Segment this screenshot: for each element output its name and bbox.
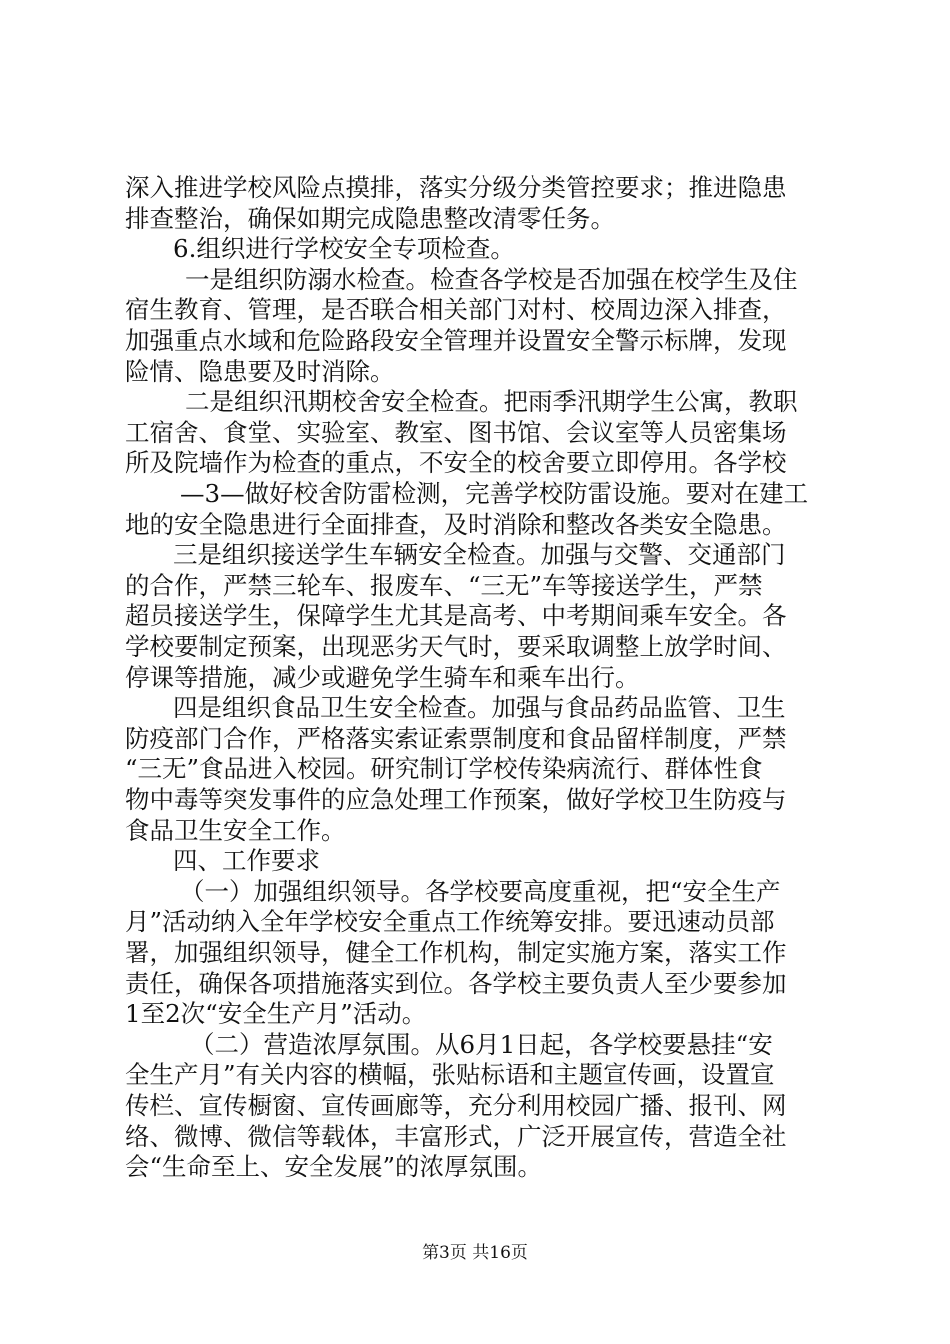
text-line: 食品卫生安全工作。	[125, 815, 346, 845]
text-line: 全生产月”有关内容的横幅，张贴标语和主题宣传画，设置宣	[125, 1060, 775, 1090]
text-line: 险情、隐患要及时消除。	[125, 356, 395, 386]
text-line: 传栏、宣传橱窗、宣传画廊等，充分利用校园广播、报刊、网	[125, 1091, 787, 1120]
text-line: 的合作，严禁三轮车、报废车、“三无”车等接送学生，严禁	[125, 570, 763, 600]
page-footer: 第3页 共16页	[422, 1243, 528, 1263]
text-line: （二）营造浓厚氛围。从6月1日起，各学校要悬挂“安	[190, 1029, 773, 1059]
text-line: 物中毒等突发事件的应急处理工作预案，做好学校卫生防疫与	[125, 785, 787, 814]
text-line: 责任，确保各项措施落实到位。各学校主要负责人至少要参加	[125, 968, 787, 998]
text-line: 地的安全隐患进行全面排查，及时消除和整改各类安全隐患。	[125, 509, 787, 539]
text-line: 二是组织汛期校舍安全检查。把雨季汛期学生公寓，教职	[185, 387, 798, 417]
text-line: 一是组织防溺水检查。检查各学校是否加强在校学生及住	[185, 264, 798, 294]
text-line: 加强重点水域和危险路段安全管理并设置安全警示标牌，发现	[125, 326, 787, 355]
text-line: 停课等措施，减少或避免学生骑车和乘车出行。	[125, 662, 640, 692]
text-line: 月”活动纳入全年学校安全重点工作统筹安排。要迅速动员部	[125, 907, 775, 937]
text-line: 深入推进学校风险点摸排，落实分级分类管控要求；推进隐患	[125, 173, 787, 202]
text-line: 络、微博、微信等载体，丰富形式，广泛开展宣传，营造全社	[125, 1121, 787, 1151]
text-line: 防疫部门合作，严格落实索证索票制度和食品留样制度，严禁	[125, 723, 787, 753]
text-line: 所及院墙作为检查的重点，不安全的校舍要立即停用。各学校	[125, 448, 787, 478]
text-line: 1至2次“安全生产月”活动。	[125, 999, 427, 1029]
text-line: 6.组织进行学校安全专项检查。	[173, 234, 515, 264]
text-line: 四是组织食品卫生安全检查。加强与食品药品监管、卫生	[173, 693, 786, 723]
text-line: 三是组织接送学生车辆安全检查。加强与交警、交通部门	[173, 540, 786, 570]
text-line: 排查整治，确保如期完成隐患整改清零任务。	[125, 203, 615, 233]
text-line: 宿生教育、管理，是否联合相关部门对村、校周边深入排查，	[125, 295, 787, 325]
text-line: 署，加强组织领导，健全工作机构，制定实施方案，落实工作	[125, 938, 787, 967]
text-line: “三无”食品进入校园。研究制订学校传染病流行、群体性食	[125, 754, 763, 784]
text-line: 四、工作要求	[173, 846, 320, 876]
text-line: 工宿舍、食堂、实验室、教室、图书馆、会议室等人员密集场	[125, 417, 787, 447]
text-line: —3—做好校舍防雷检测，完善学校防雷设施。要对在建工	[180, 479, 809, 508]
text-line: （一）加强组织领导。各学校要高度重视，把“安全生产	[180, 876, 781, 906]
text-line: 超员接送学生，保障学生尤其是高考、中考期间乘车安全。各	[125, 601, 787, 631]
text-line: 会“生命至上、安全发展”的浓厚氛围。	[125, 1152, 543, 1182]
text-line: 学校要制定预案，出现恶劣天气时，要采取调整上放学时间、	[125, 632, 787, 661]
